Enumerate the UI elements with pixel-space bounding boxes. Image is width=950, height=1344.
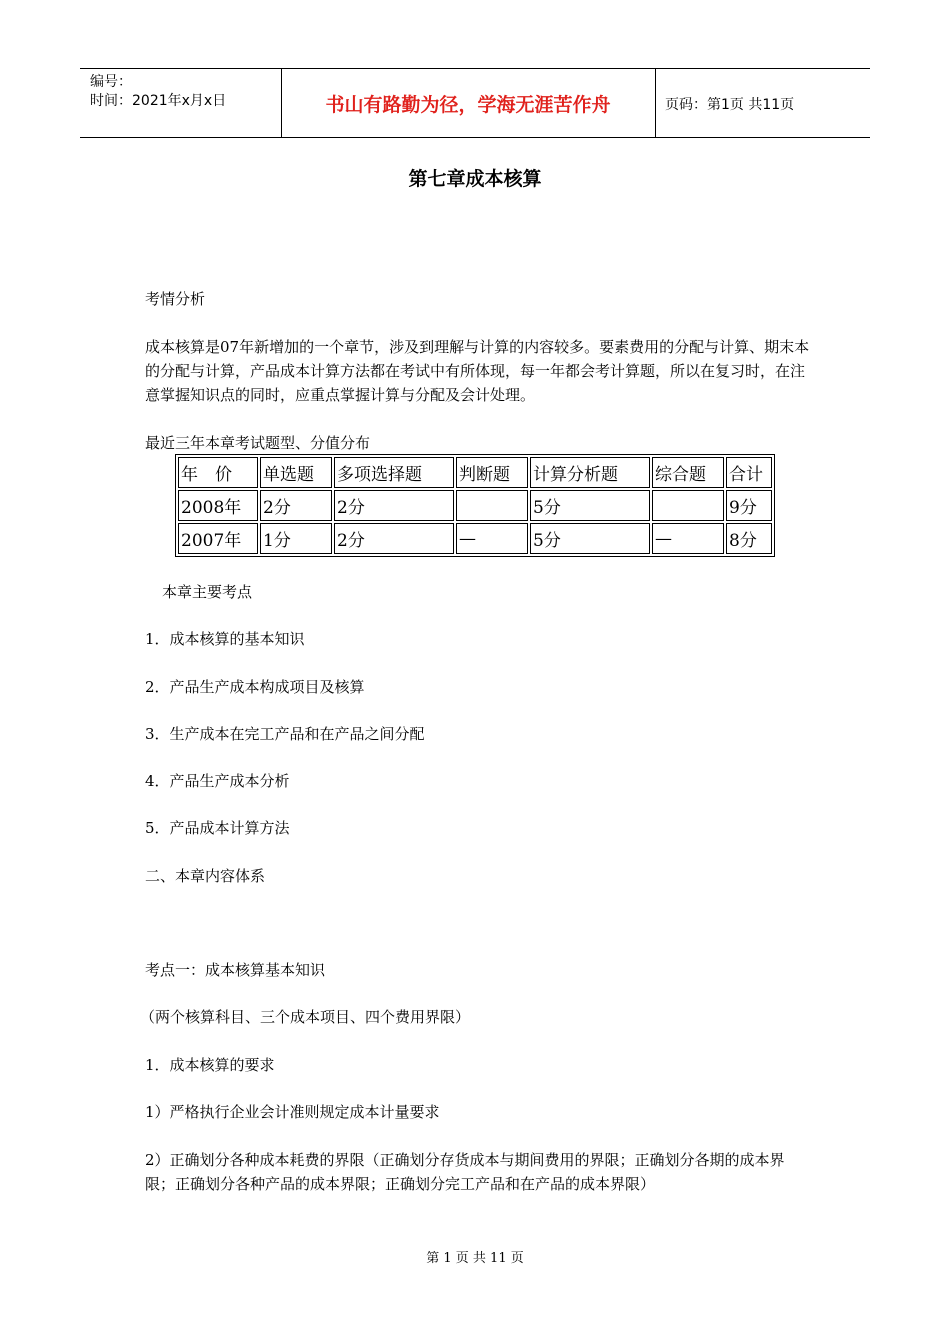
table-cell: —	[652, 523, 724, 554]
main-points-heading: 本章主要考点	[162, 583, 253, 601]
table-row	[178, 523, 772, 554]
table-header-cell: 计算分析题	[530, 457, 650, 488]
table-cell: 2007年	[178, 523, 258, 554]
point-item: 1．成本核算的基本知识	[145, 630, 305, 648]
kp1-item: 1．成本核算的要求	[145, 1056, 275, 1074]
kp1-subtitle: （两个核算科目、三个成本项目、四个费用界限）	[140, 1008, 471, 1026]
kp1-subitem: 1）严格执行企业会计准则规定成本计量要求	[145, 1103, 440, 1121]
header-divider	[655, 69, 656, 137]
section-heading: 二、本章内容体系	[145, 867, 266, 885]
point-item: 4．产品生产成本分析	[145, 772, 290, 790]
table-cell: —	[456, 523, 528, 554]
table-caption: 最近三年本章考试题型、分值分布	[145, 434, 371, 452]
number-label: 编号：	[90, 74, 132, 90]
table-cell: 8分	[726, 523, 772, 554]
header-motto: 书山有路勤为径，学海无涯苦作舟	[325, 93, 611, 116]
time-label: 时间：2021年x月x日	[90, 93, 227, 109]
table-cell	[456, 490, 528, 521]
table-cell: 5分	[530, 523, 650, 554]
table-header-cell: 综合题	[652, 457, 724, 488]
header-page-label: 页码：第1页 共11页	[665, 97, 795, 113]
point-item: 5．产品成本计算方法	[145, 819, 290, 837]
table-cell: 1分	[260, 523, 332, 554]
table-cell: 2分	[334, 523, 454, 554]
table-header-row	[178, 457, 772, 488]
table-header-cell: 多项选择题	[334, 457, 454, 488]
page-header	[80, 68, 870, 138]
header-meta	[90, 73, 226, 111]
point-item: 3．生产成本在完工产品和在产品之间分配	[145, 725, 425, 743]
table-cell: 9分	[726, 490, 772, 521]
table-cell	[652, 490, 724, 521]
kp1-subitem: 2）正确划分各种成本耗费的界限（正确划分存货成本与期间费用的界限；正确划分各期的成本界限；正确划分各种产品的成本界限；正确划分完工产品和在产品的成本界限）	[145, 1151, 785, 1193]
table-row	[178, 490, 772, 521]
point-item: 2．产品生产成本构成项目及核算	[145, 678, 365, 696]
exam-distribution-table	[175, 454, 775, 557]
table-cell: 2分	[260, 490, 332, 521]
table-header-cell: 判断题	[456, 457, 528, 488]
table-cell: 5分	[530, 490, 650, 521]
chapter-title: 第七章成本核算	[408, 168, 542, 190]
kp1-title: 考点一：成本核算基本知识	[145, 961, 326, 979]
page-footer: 第 1 页 共 11 页	[426, 1251, 524, 1266]
analysis-heading: 考情分析	[145, 290, 206, 308]
table-cell: 2分	[334, 490, 454, 521]
table-header-cell: 年 价	[178, 457, 258, 488]
analysis-paragraph: 成本核算是07年新增加的一个章节，涉及到理解与计算的内容较多。要素费用的分配与计算、期末本的分配与计算，产品成本计算方法都在考试中有所体现，每一年都会考计算题，所以在复习时，在注意掌握知识点的同时，应重点掌握计算与分配及会计处理。	[145, 338, 810, 404]
table-header-cell: 合计	[726, 457, 772, 488]
table-header-cell: 单选题	[260, 457, 332, 488]
table-cell: 2008年	[178, 490, 258, 521]
